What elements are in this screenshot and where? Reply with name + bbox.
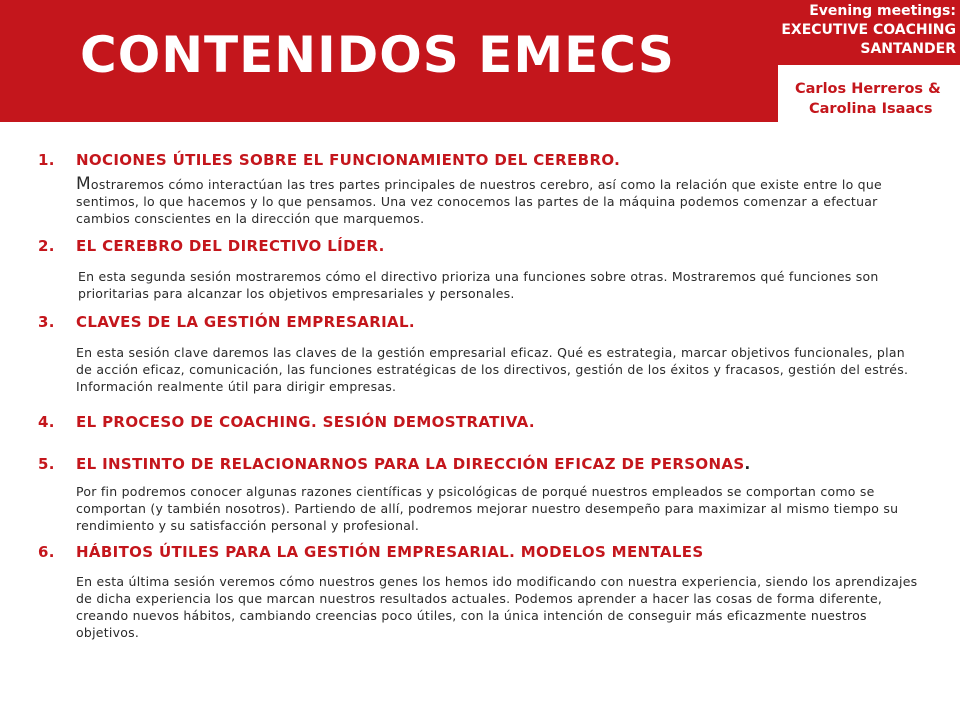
agenda-item xyxy=(38,454,938,534)
agenda-item xyxy=(38,236,938,302)
item-title: NOCIONES ÚTILES SOBRE EL FUNCIONAMIENTO DEL CEREBRO. xyxy=(76,151,621,169)
agenda-list xyxy=(38,150,938,641)
item-description: En esta segunda sesión mostraremos cómo el directivo prioriza una funciones sobre otras. Mostraremos qué funciones son prioritarias para alcanzar los objetivos empresariales y personales. xyxy=(78,269,879,301)
item-number: 1. xyxy=(38,151,55,169)
item-title: EL PROCESO DE COACHING. SESIÓN DEMOSTRATIVA. xyxy=(76,413,535,431)
agenda-item xyxy=(38,312,938,395)
page-title: CONTENIDOS EMECS xyxy=(80,26,675,84)
authors-line-1: Carlos Herreros & xyxy=(795,81,941,97)
authors-line-2: Carolina Isaacs xyxy=(809,101,933,117)
item-title: EL INSTINTO DE RELACIONARNOS PARA LA DIRECCIÓN EFICAZ DE PERSONAS xyxy=(76,455,745,473)
agenda-item xyxy=(38,542,938,641)
item-description: En esta última sesión veremos cómo nuestros genes los hemos ido modificando con nuestra experiencia, siendo los aprendizajes de dicha experiencia los que marcan nuestros resultados actuales. Podemos aprender a hacer las cosas de forma diferente, creando nuevos hábitos, cambiando creencias poco útiles, con la única intención de conseguir más eficazmente nuestros objetivos. xyxy=(76,574,918,640)
item-description: Mostraremos cómo interactúan las tres partes principales de nuestros cerebro, así como la relación que existe entre lo que sentimos, lo que hacemos y lo que pensamos. Una vez conocemos las partes de la máquina podemos comenzar a efectuar cambios conscientes en la dirección que marquemos. xyxy=(76,174,882,226)
item-number: 3. xyxy=(38,313,55,331)
agenda-item xyxy=(38,412,938,432)
event-line-3: SANTANDER xyxy=(860,41,956,57)
item-title: CLAVES DE LA GESTIÓN EMPRESARIAL. xyxy=(76,313,415,331)
event-line-1: Evening meetings: xyxy=(809,3,956,19)
item-title-period: . xyxy=(744,455,751,473)
agenda-item xyxy=(38,150,938,227)
item-description: En esta sesión clave daremos las claves de la gestión empresarial eficaz. Qué es estrategia, marcar objetivos funcionales, plan de acción eficaz, comunicación, las funciones estratégicas de los directivos, gestión de los éxitos y fracasos, gestión del estrés. Información realmente útil para dirigir empresas. xyxy=(76,345,909,394)
item-title: HÁBITOS ÚTILES PARA LA GESTIÓN EMPRESARIAL. MODELOS MENTALES xyxy=(76,543,704,561)
authors-box xyxy=(778,65,960,122)
item-number: 4. xyxy=(38,413,55,431)
item-number: 2. xyxy=(38,237,55,255)
item-number: 6. xyxy=(38,543,55,561)
item-description: Por fin podremos conocer algunas razones científicas y psicológicas de porqué nuestros empleados se comportan como se comportan (y también nosotros). Partiendo de allí, podremos mejorar nuestro desempeño para maximizar al mismo tiempo su rendimiento y su satisfacción personal y profesional. xyxy=(76,484,899,533)
event-info xyxy=(781,2,956,59)
event-line-2: EXECUTIVE COACHING xyxy=(781,22,956,38)
item-number: 5. xyxy=(38,455,55,473)
item-title: EL CEREBRO DEL DIRECTIVO LÍDER. xyxy=(76,237,385,255)
